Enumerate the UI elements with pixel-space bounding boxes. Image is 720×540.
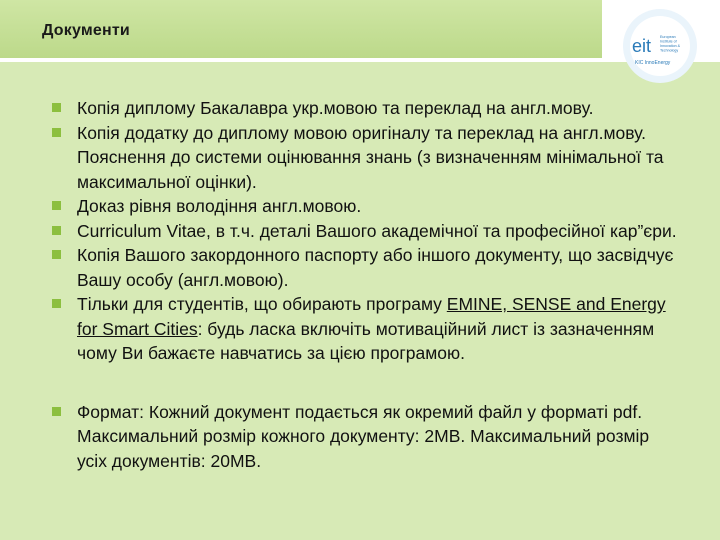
logo-line-1: European [660, 35, 676, 39]
list-item [52, 219, 682, 244]
slide-header [0, 0, 720, 66]
logo-line-3: Innovation & [660, 44, 680, 48]
logo-line-4: Technology [660, 48, 679, 53]
logo-line-2: Institute of [660, 39, 677, 44]
list-item-text: Копія додатку до диплому мовою оригіналу та переклад на англ.мову. Пояснення до системи оцінювання знань (з визначенням мінімальної та максимальної оцінки). [77, 122, 664, 192]
logo-subtitle: KIC InnoEnergy [635, 60, 671, 66]
eit-logo-icon [622, 8, 698, 84]
list-item-text: Доказ рівня володіння англ.мовою. [77, 196, 362, 216]
page-title: Документи [42, 22, 130, 39]
logo-mark: eit [632, 36, 652, 56]
square-bullet-icon [52, 407, 61, 416]
list-item [52, 194, 682, 219]
programs-link[interactable]: EMINE, SENSE and Energy for Smart Cities [77, 294, 666, 339]
square-bullet-icon [52, 128, 61, 137]
documents-list [52, 96, 682, 473]
list-item-text: Копія Вашого закордонного паспорту або іншого документу, що засвідчує Вашу особу (англ.мовою). [77, 245, 674, 290]
header-bar [0, 0, 602, 58]
square-bullet-icon [52, 250, 61, 259]
list-item-text: Curriculum Vitae, в т.ч. деталі Вашого академічної та професійної кар”єри. [77, 220, 677, 241]
square-bullet-icon [52, 226, 61, 235]
list-item [52, 121, 682, 195]
square-bullet-icon [52, 201, 61, 210]
list-item [52, 292, 682, 366]
square-bullet-icon [52, 103, 61, 112]
list-item-text: Формат: Кожний документ подається як окремий файл у форматі pdf. Максимальний розмір кожного документу: 2MB. Максимальний розмір усіх документів: 20MB. [77, 401, 650, 471]
list-item [52, 243, 682, 292]
list-item-prefix: Тільки для студентів, що обирають програму [77, 294, 447, 314]
list-item [52, 400, 682, 474]
list-item [52, 96, 682, 121]
square-bullet-icon [52, 299, 61, 308]
list-item-suffix: : будь ласка включіть мотиваційний лист із зазначенням чому Ви бажаєте навчатись за цією програмою. [77, 318, 655, 363]
list-item-text: Копія диплому Бакалавра укр.мовою та переклад на англ.мову. [77, 98, 594, 118]
